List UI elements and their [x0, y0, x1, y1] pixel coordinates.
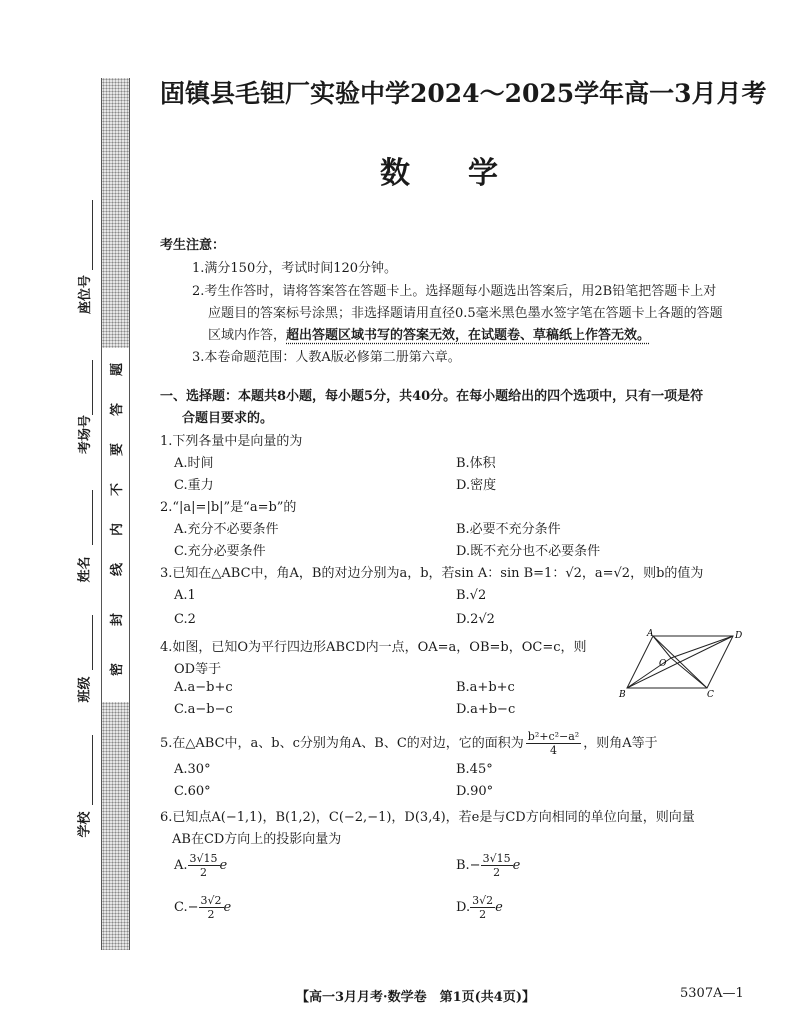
q4-option-b: B.a+b+c	[456, 680, 515, 695]
q6-b-prefix: B.−	[456, 858, 481, 873]
q1-option-b: B.体积	[456, 456, 496, 471]
q6-b-fraction	[481, 852, 513, 879]
class-label: 班级	[77, 676, 93, 703]
q1-option-d: D.密度	[456, 478, 497, 493]
notice-item	[208, 324, 650, 343]
page-footer: 【高一3月月考·数学卷 第1页(共4页)】	[296, 990, 535, 1005]
question-6-stem: 6.已知点A(−1,1)，B(1,2)，C(−2,−1)，D(3,4)，若e是与CD方向相同的单位向量，则向量	[160, 810, 695, 825]
section-heading: 一、选择题：本题共8小题，每小题5分，共40分。在每小题给出的四个选项中，只有一项是符	[160, 389, 704, 404]
point-b-label: B	[619, 690, 626, 700]
seat-number-label: 座位号	[78, 274, 94, 315]
notice-item: 3.本卷命题范围：人教A版必修第二册第六章。	[192, 350, 461, 365]
q6-c-fraction	[199, 894, 224, 921]
q6-a-num: 3√15	[189, 852, 218, 865]
q5-fraction-den: 4	[550, 744, 557, 757]
q5-stem-tail: ，则角A等于	[583, 736, 658, 751]
notice-item: 应题目的答案标号涂黑；非选择题请用直径0.5毫米黑色墨水签字笔在答题卡上各题的答题	[208, 306, 723, 321]
q6-d-num: 3√2	[472, 894, 494, 907]
q6-a-den: 2	[200, 866, 208, 879]
q5-fraction-num: b²+c²−a²	[527, 730, 580, 743]
q3-option-d: D.2√2	[456, 612, 495, 627]
class-line[interactable]	[92, 615, 93, 670]
q6-a-fraction	[188, 852, 220, 879]
q6-c-den: 2	[207, 908, 215, 921]
q1-option-c: C.重力	[174, 478, 214, 493]
point-o-label: O	[659, 659, 667, 669]
notice-text: 区域内作答，	[208, 328, 287, 343]
notice-heading: 考生注意：	[160, 238, 226, 253]
q1-option-a: A.时间	[174, 456, 214, 471]
q5-option-c: C.60°	[174, 784, 211, 799]
q2-option-a: A.充分不必要条件	[174, 522, 279, 537]
q3-option-b: B.√2	[456, 588, 487, 603]
q2-option-b: B.必要不充分条件	[456, 522, 561, 537]
q6-c-unit: e	[223, 900, 232, 915]
seal-char: 要	[110, 442, 126, 457]
q5-option-d: D.90°	[456, 784, 494, 799]
question-5-stem	[160, 730, 658, 757]
q4-option-c: C.a−b−c	[174, 702, 233, 717]
question-4-stem-cont: OD等于	[174, 662, 222, 677]
q6-option-d	[456, 894, 503, 921]
school-label: 学校	[77, 811, 93, 838]
q4-option-a: A.a−b+c	[174, 680, 233, 695]
q6-b-num: 3√15	[482, 852, 511, 865]
q6-c-prefix: C.−	[174, 900, 199, 915]
question-2-stem: 2.“|a|=|b|”是“a=b”的	[160, 500, 297, 515]
seal-line-strip	[101, 348, 130, 702]
q2-option-d: D.既不充分也不必要条件	[456, 544, 601, 559]
seal-char: 线	[110, 562, 126, 577]
binding-hatch-top	[101, 78, 130, 348]
question-3-stem: 3.已知在△ABC中，角A，B的对边分别为a，b，若sin A：sin B=1：√2，a=√2，则b的值为	[160, 566, 704, 581]
notice-emphasis: 超出答题区域书写的答案无效，在试题卷、草稿纸上作答无效。	[286, 328, 651, 343]
seal-char: 题	[110, 362, 126, 377]
seal-char: 内	[110, 522, 126, 537]
q2-option-c: C.充分必要条件	[174, 544, 266, 559]
point-a-label: A	[647, 629, 654, 639]
point-d-label: D	[735, 631, 743, 641]
q5-stem-text: 5.在△ABC中，a、b、c分别为角A、B、C的对边，它的面积为	[160, 736, 524, 751]
question-1-stem: 1.下列各量中是向量的为	[160, 434, 303, 449]
school-line[interactable]	[92, 735, 93, 805]
seat-number-line[interactable]	[92, 200, 93, 270]
q6-d-prefix: D.	[456, 900, 471, 915]
q6-d-fraction	[470, 894, 495, 921]
seal-char: 答	[110, 402, 126, 417]
section-heading-cont: 合题目要求的。	[182, 411, 274, 426]
q5-option-b: B.45°	[456, 762, 493, 777]
subject-title: 数学	[380, 156, 556, 191]
exam-room-label: 考场号	[78, 414, 94, 455]
seal-char: 不	[110, 482, 126, 497]
exam-title: 固镇县毛钽厂实验中学2024～2025学年高一3月月考	[160, 79, 767, 108]
q6-d-unit: e	[495, 900, 503, 915]
binding-hatch-bottom	[101, 702, 130, 950]
point-c-label: C	[707, 690, 714, 700]
q3-option-c: C.2	[174, 612, 196, 627]
q6-option-c	[174, 894, 231, 921]
name-label: 姓名	[77, 556, 93, 583]
q6-d-den: 2	[479, 908, 487, 921]
q6-option-a	[174, 852, 227, 879]
q3-option-a: A.1	[174, 588, 196, 603]
q4-option-d: D.a+b−c	[456, 702, 516, 717]
q5-fraction	[526, 730, 581, 757]
exam-room-line[interactable]	[92, 360, 93, 415]
seal-char: 密	[110, 662, 126, 677]
paper-code: 5307A—1	[680, 986, 744, 1001]
parallelogram-figure	[615, 628, 745, 700]
q6-option-b	[456, 852, 520, 879]
question-4-stem: 4.如图，已知O为平行四边形ABCD内一点，OA=a，OB=b，OC=c，则	[160, 640, 587, 655]
q6-a-unit: e	[219, 858, 228, 873]
seal-char: 封	[110, 612, 126, 627]
q6-c-num: 3√2	[200, 894, 222, 907]
question-6-stem-cont: AB在CD方向上的投影向量为	[172, 832, 342, 847]
q6-b-den: 2	[493, 866, 501, 879]
q6-b-unit: e	[512, 858, 521, 873]
q6-a-prefix: A.	[174, 858, 188, 873]
notice-item: 1.满分150分，考试时间120分钟。	[192, 261, 398, 276]
notice-item: 2.考生作答时，请将答案答在答题卡上。选择题每小题选出答案后，用2B铅笔把答题卡上对	[192, 284, 717, 299]
q5-option-a: A.30°	[174, 762, 211, 777]
name-line[interactable]	[92, 490, 93, 545]
